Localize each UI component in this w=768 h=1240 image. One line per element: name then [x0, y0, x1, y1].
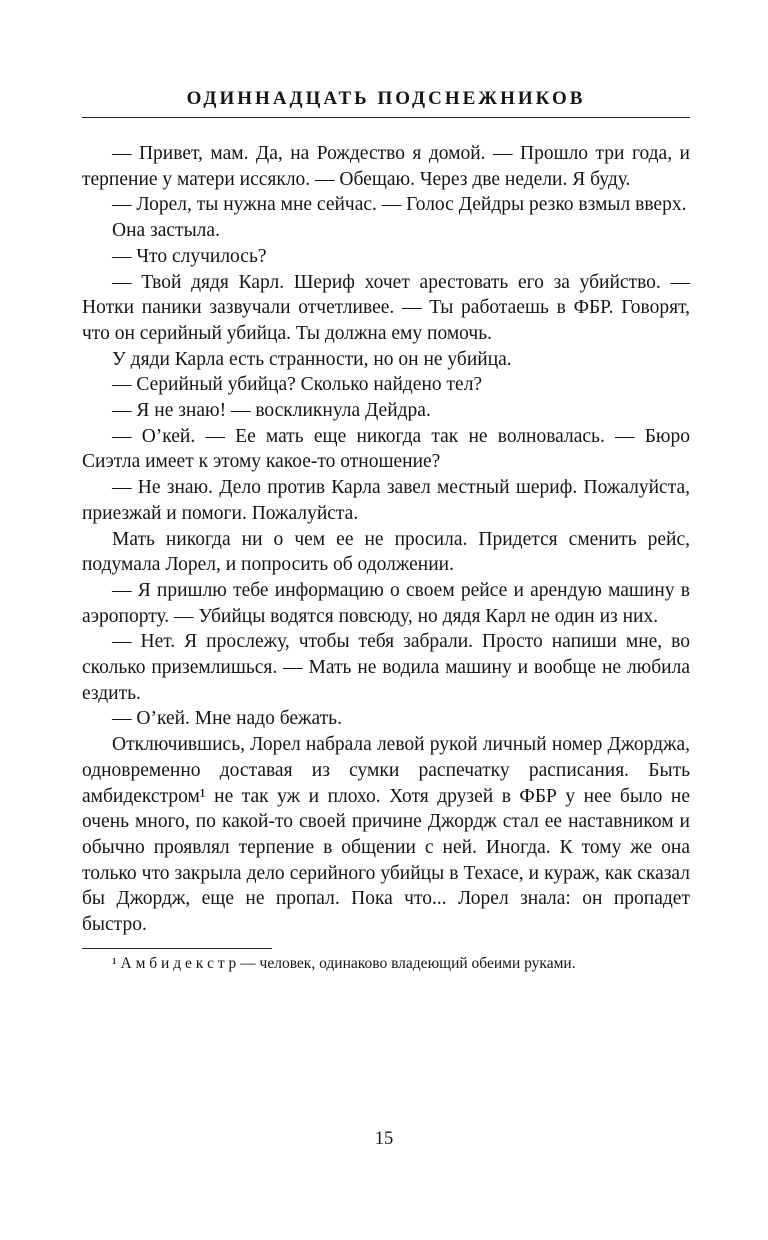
footnote-text: ¹ А м б и д е к с т р — человек, одинаково владеющий обеими руками. [112, 954, 576, 972]
text-column [82, 88, 690, 974]
footnote-block [82, 948, 690, 974]
paragraph: — Твой дядя Карл. Шериф хочет арестовать его за убийство. — Нотки паники зазвучали отчетливее. — Ты работаешь в ФБР. Говорят, что он серийный убийца. Ты должна ему помочь. [82, 271, 690, 344]
body-text [82, 141, 690, 938]
paragraph: — Лорел, ты нужна мне сейчас. — Голос Дейдры резко взмыл вверх. [112, 194, 687, 216]
footnote-separator-rule [82, 948, 272, 949]
paragraph: — Я не знаю! — воскликнула Дейдра. [112, 400, 431, 422]
paragraph: — О’кей. Мне надо бежать. [112, 708, 342, 730]
paragraph: Мать никогда ни о чем ее не просила. Придется сменить рейс, подумала Лорел, и попросить об одолжении. [82, 528, 690, 576]
paragraph: Она застыла. [112, 220, 220, 242]
paragraph: — Что случилось? [112, 245, 267, 267]
paragraph: — Привет, мам. Да, на Рождество я домой. — Прошло три года, и терпение у матери иссякло. — Обещаю. Через две недели. Я буду. [82, 143, 690, 190]
paragraph: — О’кей. — Ее мать еще никогда так не волновалась. — Бюро Сиэтла имеет к этому какое-то отношение? [82, 425, 690, 473]
paragraph: — Я пришлю тебе информацию о своем рейсе и арендую машину в аэропорту. — Убийцы водятся повсюду, но дядя Карл не один из них. [82, 579, 690, 627]
page-number: 15 [374, 1129, 394, 1149]
paragraph: Отключившись, Лорел набрала левой рукой личный номер Джорджа, одновременно доставая из сумки распечатку расписания. Быть амбидекстром¹ не так уж и плохо. Хотя друзей в ФБР у нее было не очень много, по какой-то своей причине Джордж стал ее наставником и обычно проявлял терпение в общении с ней. Иногда. К тому же она только что закрыла дело серийного убийцы в Техасе, и кураж, как сказал бы Джордж, еще не пропал. Пока что... Лорел знала: он пропадет быстро. [82, 734, 690, 936]
paragraph: — Нет. Я прослежу, чтобы тебя забрали. Просто напиши мне, во сколько приземлишься. — Мать не водила машину и вообще не любила ездить. [82, 631, 690, 704]
running-head-title: ОДИННАДЦАТЬ ПОДСНЕЖНИКОВ [82, 88, 690, 118]
paragraph: — Серийный убийца? Сколько найдено тел? [112, 374, 483, 396]
paragraph: — Не знаю. Дело против Карла завел местный шериф. Пожалуйста, приезжай и помоги. Пожалуйста. [82, 477, 690, 524]
paragraph: У дяди Карла есть странности, но он не убийца. [112, 348, 512, 370]
